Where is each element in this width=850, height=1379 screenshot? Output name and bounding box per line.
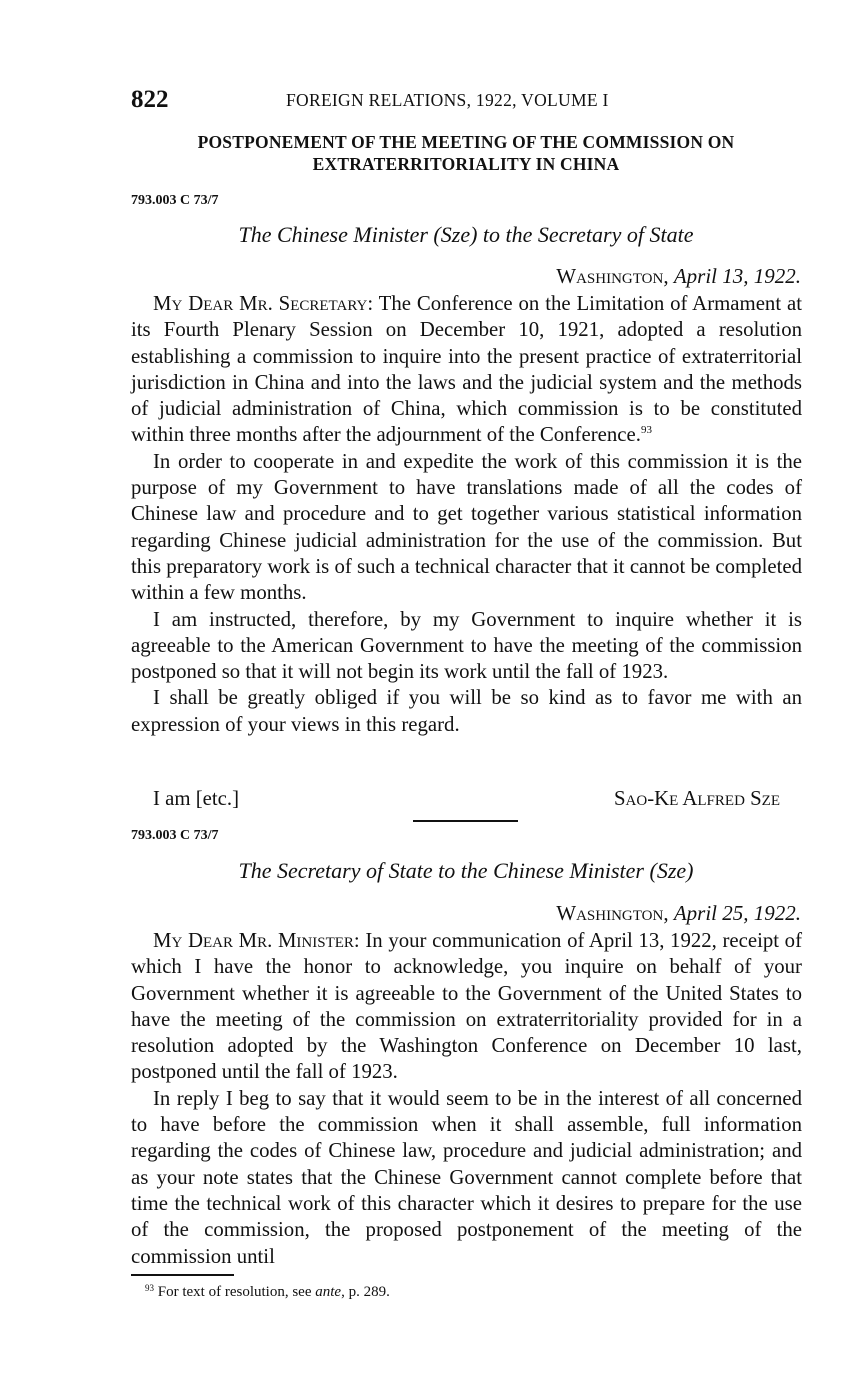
file-number-letter-2: 793.003 C 73/7 [131,828,219,843]
footnote-rule [131,1274,234,1276]
letter-1-paragraph-1-text: The Conference on the Limitation of Armament at its Fourth Plenary Session on December 10, 1921, adopted a resolution establishing a commission to inquire into the present practice of extraterritorial jurisdiction in China and into the laws and the judicial system and the methods of judicial administration of China, which commission is to be constituted within three months after the adjournment of the Conference. [131,292,802,447]
footnote-number: 93 [145,1283,154,1293]
file-number-letter-1: 793.003 C 73/7 [131,193,219,208]
letter-1-body [131,291,802,738]
letter-2-paragraph-1-text: In your communication of April 13, 1922, receipt of which I have the honor to acknowledge, you inquire on behalf of your Government whether it is agreeable to the Government of the United States to have the meeting of the commission on extraterritoriality provided for in a resolution adopted by the Washington Conference on December 10 last, postponed until the fall of 1923. [131,929,803,1084]
letter-2-date: April 25, 1922. [673,901,801,925]
section-title [131,131,801,175]
letter-1-paragraph-1 [131,291,802,449]
letter-1-salutation: My Dear Mr. Secretary: [153,292,374,315]
footnote-text-end: , p. 289. [341,1284,390,1300]
letter-1-heading: The Chinese Minister (Sze) to the Secretary of State [238,222,694,247]
letter-2-place: Washington, [556,901,669,925]
footnote-reference: 93 [640,424,652,437]
section-title-line-2: EXTRATERRITORIALITY IN CHINA [312,154,620,174]
letter-2-heading: The Secretary of State to the Chinese Minister (Sze) [238,858,694,883]
letter-1-place: Washington, [556,264,669,288]
letter-1-signature: Sao-Ke Alfred Sze [613,787,780,810]
letter-1-paragraph-4: I shall be greatly obliged if you will be so kind as to favor me with an expression of your views in this regard. [131,686,802,736]
letter-1-paragraph-3: I am instructed, therefore, by my Government to inquire whether it is agreeable to the American Government to have the meeting of the commission postponed so that it will not begin its work until the fall of 1923. [131,607,802,684]
letter-1-dateline [556,264,801,289]
page-number: 822 [131,86,169,113]
footnote-text: For text of resolution, see [157,1284,312,1300]
letter-2-dateline [556,901,801,926]
letter-1-date: April 13, 1922. [673,264,801,288]
letter-1-closing: I am [etc.] [153,787,240,810]
page-header [131,86,801,116]
footnote [145,1284,390,1301]
letter-2-paragraph-2: In reply I beg to say that it would seem to be in the interest of all concerned to have before the commission when it shall assemble, full information regarding the codes of Chinese law, procedure and judicial administration; and as your note states that the Chinese Government cannot complete before that time the technical work of this character which it desires to prepare for the use of the commission, the proposed postponement of the meeting of the commission until [131,1086,802,1268]
letter-1-paragraph-2: In order to cooperate in and expedite the work of this commission it is the purpose of my Government to have translations made of all the codes of Chinese law and procedure and to get together various statistical information regarding Chinese judicial administration for the use of the commission. But this preparatory work is of such a technical character that it cannot be completed within a few months. [131,449,802,605]
letter-2-body [131,928,802,1270]
section-divider [413,820,518,822]
footnote-italic: ante [315,1284,342,1300]
letter-2-salutation: My Dear Mr. Minister: [153,929,360,952]
running-head: FOREIGN RELATIONS, 1922, VOLUME I [286,90,609,110]
section-title-line-1: POSTPONEMENT OF THE MEETING OF THE COMMISSION ON [197,132,735,152]
letter-2-paragraph-1 [131,928,802,1086]
